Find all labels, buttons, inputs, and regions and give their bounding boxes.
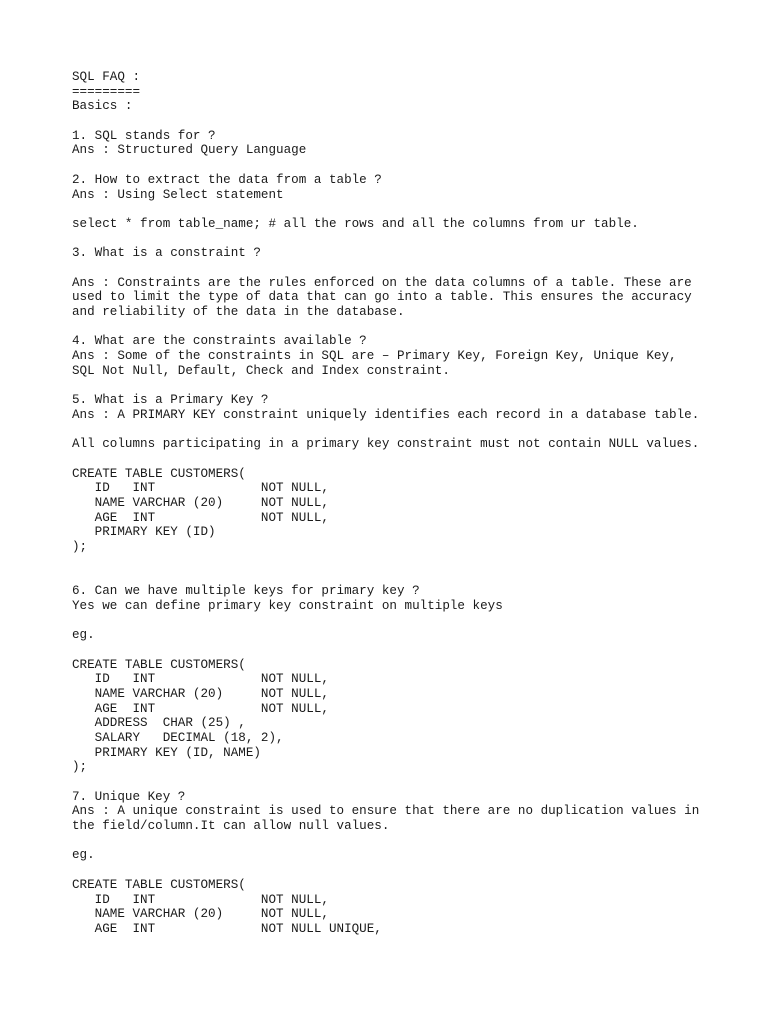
doc-line: Ans : Using Select statement xyxy=(72,187,284,202)
doc-line xyxy=(72,643,732,658)
doc-line xyxy=(72,378,732,393)
doc-line: ADDRESS CHAR (25) , xyxy=(72,716,246,731)
doc-line xyxy=(72,775,732,790)
doc-line: ========= xyxy=(72,84,141,99)
doc-line: Ans : A unique constraint is used to ensure that there are no duplication values in xyxy=(72,804,700,819)
doc-line: eg. xyxy=(72,628,95,643)
doc-line: ID INT NOT NULL, xyxy=(72,892,329,907)
doc-line xyxy=(72,261,732,276)
doc-line: Ans : Structured Query Language xyxy=(72,143,307,158)
doc-line: AGE INT NOT NULL UNIQUE, xyxy=(72,921,382,936)
doc-line: NAME VARCHAR (20) NOT NULL, xyxy=(72,686,329,701)
doc-line: AGE INT NOT NULL, xyxy=(72,701,329,716)
doc-line: select * from table_name; # all the rows and all the columns from ur table. xyxy=(72,216,639,231)
doc-line: SQL Not Null, Default, Check and Index constraint. xyxy=(72,363,450,378)
doc-line: Yes we can define primary key constraint on multiple keys xyxy=(72,598,503,613)
doc-line: 7. Unique Key ? xyxy=(72,789,186,804)
doc-line: and reliability of the data in the database. xyxy=(72,305,405,319)
doc-line xyxy=(72,613,732,628)
doc-line: 6. Can we have multiple keys for primary key ? xyxy=(72,584,420,599)
doc-line: Ans : A PRIMARY KEY constraint uniquely identifies each record in a database table. xyxy=(72,407,700,422)
doc-line: ID INT NOT NULL, xyxy=(72,481,329,496)
doc-line: Ans : Constraints are the rules enforced on the data columns of a table. These are xyxy=(72,275,692,290)
doc-line: 5. What is a Primary Key ? xyxy=(72,393,269,408)
doc-line xyxy=(72,202,732,217)
document-page xyxy=(72,70,732,937)
doc-line: 4. What are the constraints available ? xyxy=(72,334,367,349)
doc-line: 2. How to extract the data from a table ? xyxy=(72,172,382,187)
doc-line: Ans : Some of the constraints in SQL are – Primary Key, Foreign Key, Unique Key, xyxy=(72,349,677,364)
doc-line xyxy=(72,320,732,335)
doc-line xyxy=(72,158,732,173)
doc-line xyxy=(72,452,732,467)
doc-line: AGE INT NOT NULL, xyxy=(72,510,329,525)
doc-line xyxy=(72,863,732,878)
doc-line: All columns participating in a primary key constraint must not contain NULL values. xyxy=(72,437,700,452)
doc-line: CREATE TABLE CUSTOMERS( xyxy=(72,877,246,892)
doc-line: used to limit the type of data that can go into a table. This ensures the accuracy xyxy=(72,290,692,305)
doc-line: SQL FAQ : xyxy=(72,70,141,84)
doc-line: NAME VARCHAR (20) NOT NULL, xyxy=(72,495,329,510)
doc-line xyxy=(72,555,732,570)
doc-line: 1. SQL stands for ? xyxy=(72,128,216,143)
doc-line: SALARY DECIMAL (18, 2), xyxy=(72,730,284,745)
doc-line xyxy=(72,232,732,247)
doc-line: Basics : xyxy=(72,99,133,114)
doc-line: ); xyxy=(72,760,88,775)
doc-line: ID INT NOT NULL, xyxy=(72,672,329,687)
doc-line: PRIMARY KEY (ID) xyxy=(72,525,216,540)
doc-line: CREATE TABLE CUSTOMERS( xyxy=(72,657,246,672)
doc-line: 3. What is a constraint ? xyxy=(72,246,261,261)
doc-line: eg. xyxy=(72,848,95,863)
doc-line xyxy=(72,834,732,849)
doc-line: CREATE TABLE CUSTOMERS( xyxy=(72,466,246,481)
doc-line: ); xyxy=(72,540,88,554)
doc-line xyxy=(72,114,732,129)
doc-line: the field/column.It can allow null values. xyxy=(72,819,390,834)
doc-line: NAME VARCHAR (20) NOT NULL, xyxy=(72,907,329,922)
doc-line: PRIMARY KEY (ID, NAME) xyxy=(72,745,261,760)
doc-line xyxy=(72,423,732,438)
doc-line xyxy=(72,569,732,584)
